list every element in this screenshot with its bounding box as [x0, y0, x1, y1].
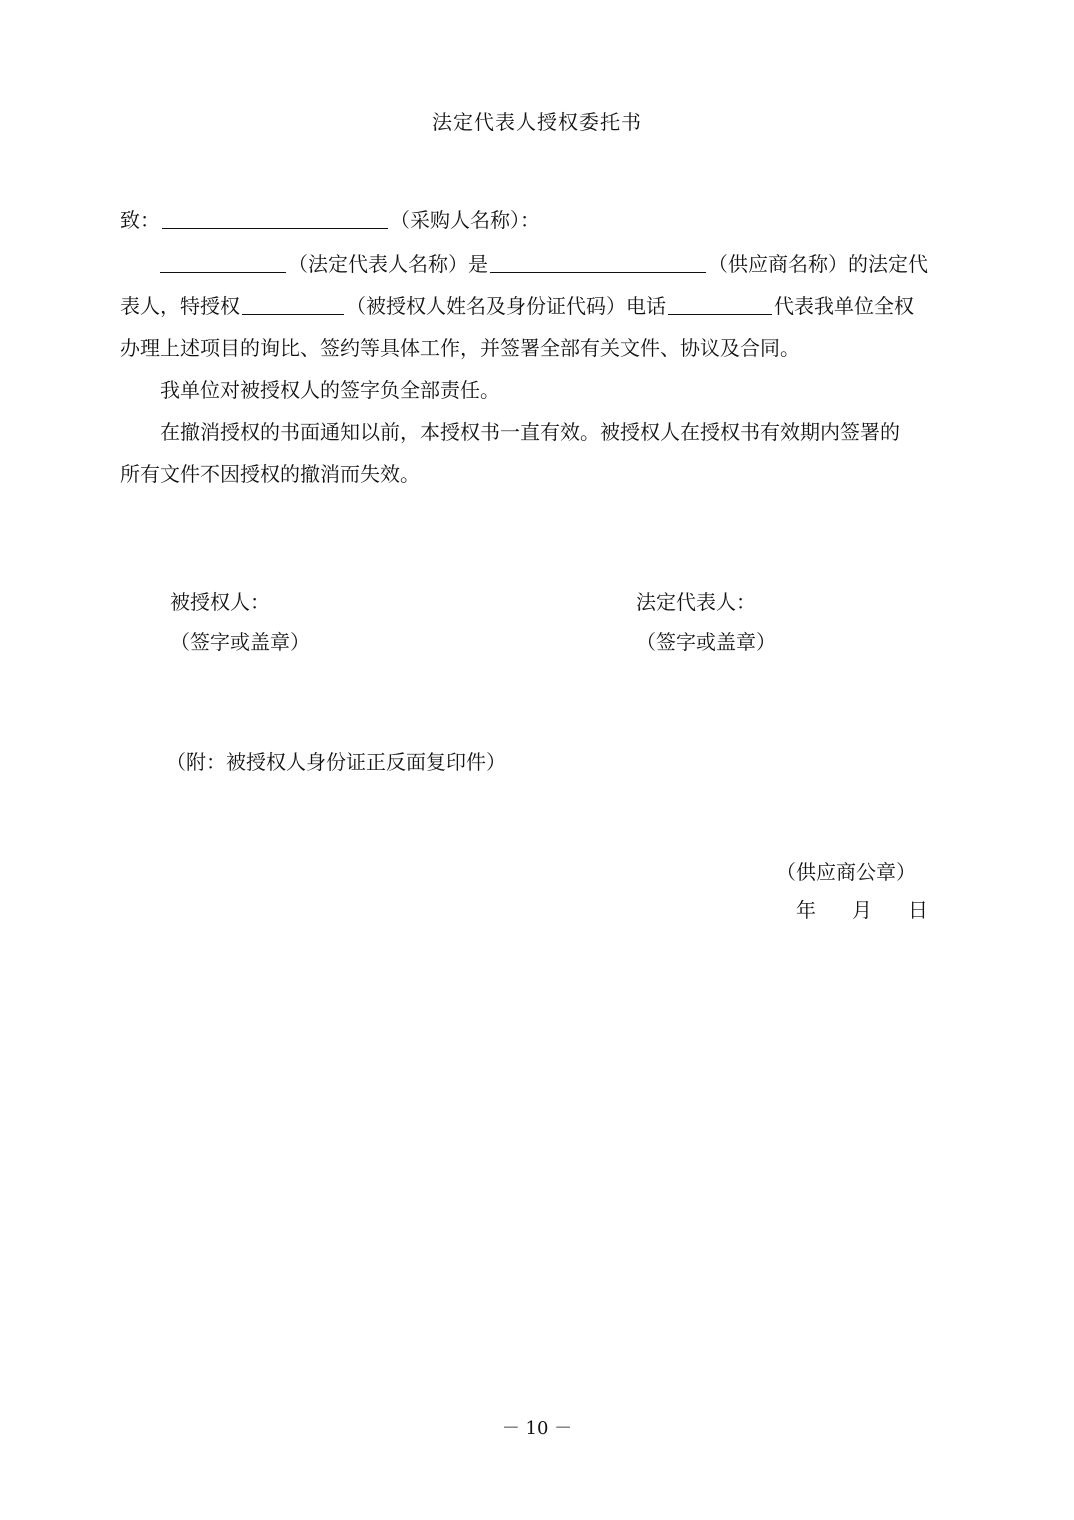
legal-rep-name-blank[interactable]: [160, 250, 286, 273]
p1-text-e: 代表我单位全权: [774, 294, 914, 318]
date-year: 年: [796, 898, 816, 922]
purchaser-name-blank[interactable]: [162, 206, 388, 229]
p1-text-c: 表人，特授权: [120, 294, 240, 318]
date-month: 月: [852, 898, 872, 922]
paragraph-3-line-1: 在撤消授权的书面通知以前，本授权书一直有效。被授权人在授权书有效期内签署的: [160, 420, 900, 444]
p1-text-d: （被授权人姓名及身份证代码）电话: [346, 294, 666, 318]
authorized-person-label: 被授权人：: [170, 590, 270, 614]
paragraph-3-line-2: 所有文件不因授权的撤消而失效。: [120, 462, 420, 486]
authorized-person-sign-note: （签字或盖章）: [170, 630, 310, 654]
p1-text-b: （供应商名称）的法定代: [708, 252, 928, 276]
attachment-note: （附：被授权人身份证正反面复印件）: [166, 750, 506, 774]
addressee-prefix: 致：: [120, 208, 160, 232]
page-number: － 10 －: [501, 1418, 573, 1439]
addressee-line: [120, 206, 540, 234]
supplier-seal-label: （供应商公章）: [776, 860, 916, 884]
paragraph-2: 我单位对被授权人的签字负全部责任。: [160, 378, 500, 402]
legal-rep-sign-note: （签字或盖章）: [636, 630, 776, 654]
paragraph-1-line-3: 办理上述项目的询比、签约等具体工作，并签署全部有关文件、协议及合同。: [120, 336, 800, 360]
document-title: 法定代表人授权委托书: [432, 110, 642, 134]
paragraph-1-line-2: [120, 292, 914, 320]
phone-blank[interactable]: [668, 292, 772, 315]
addressee-suffix: （采购人名称）：: [390, 208, 540, 232]
p1-text-a: （法定代表人名称）是: [288, 252, 488, 276]
legal-rep-label: 法定代表人：: [636, 590, 756, 614]
supplier-name-blank[interactable]: [490, 250, 706, 273]
date-day: 日: [908, 898, 928, 922]
date-line: [796, 896, 928, 924]
authorized-person-blank[interactable]: [242, 292, 344, 315]
paragraph-1-line-1: [160, 250, 928, 278]
